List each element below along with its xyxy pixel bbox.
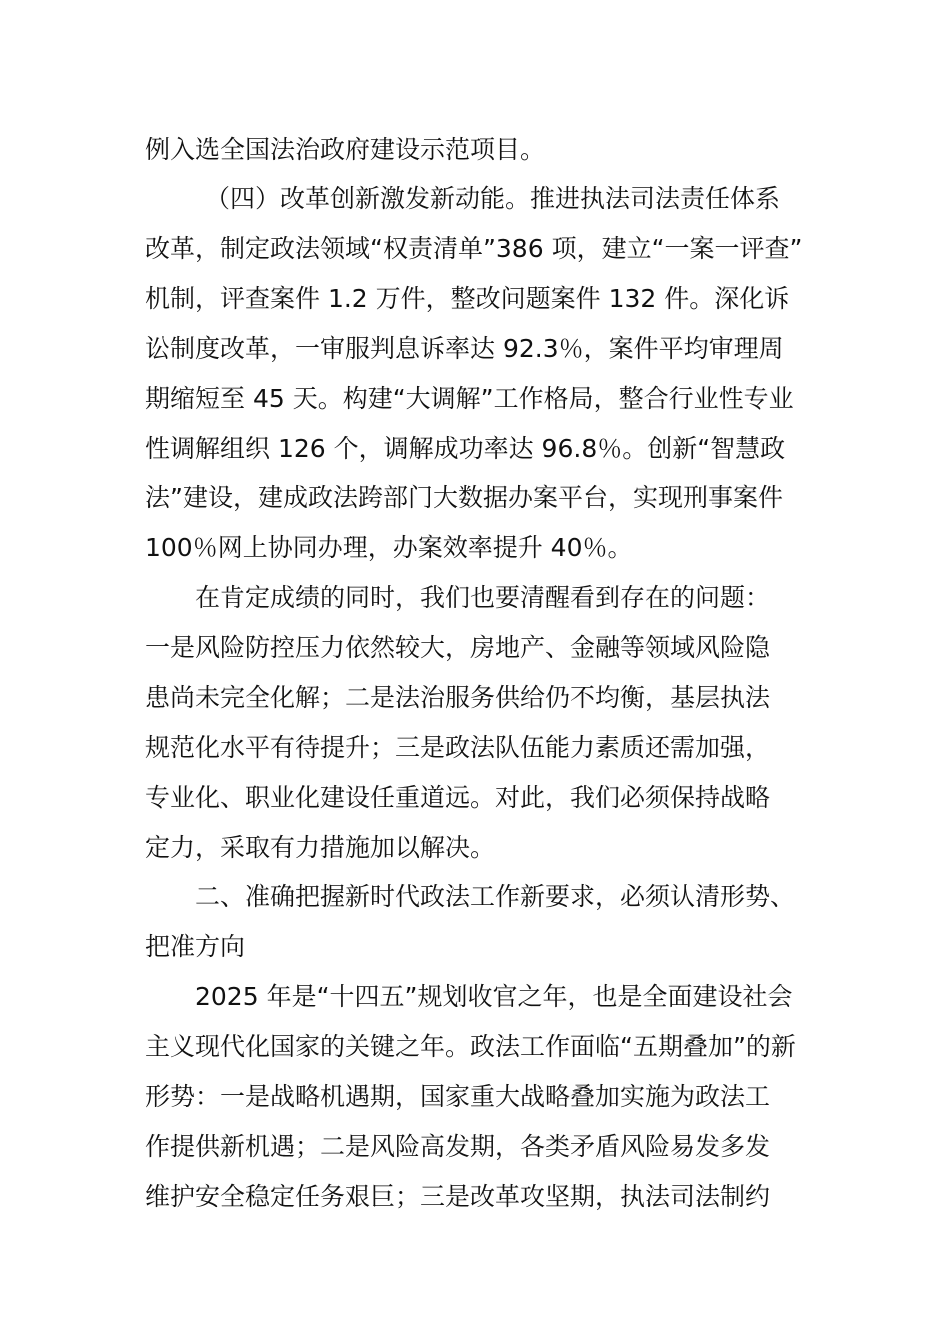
text-line: 规范化水平有待提升；三是政法队伍能力素质还需加强， — [145, 733, 771, 762]
text-line: 讼制度改革，一审服判息诉率达 92.3％，案件平均审理周 — [145, 334, 784, 363]
text-line: 期缩短至 45 天。构建“大调解”工作格局，整合行业性专业 — [145, 384, 794, 413]
section-two-heading-line: 二、准确把握新时代政法工作新要求，必须认清形势、 — [195, 882, 796, 911]
text-line: 定力，采取有力措施加以解决。 — [145, 833, 496, 862]
text-line: 100％网上协同办理，办案效率提升 40％。 — [145, 533, 633, 562]
text-line: 患尚未完全化解；二是法治服务供给仍不均衡，基层执法 — [145, 683, 771, 712]
section-two-heading-line: 把准方向 — [145, 932, 246, 961]
paragraph-start-line: 在肯定成绩的同时，我们也要清醒看到存在的问题： — [195, 583, 771, 612]
text-line: 专业化、职业化建设任重道远。对此，我们必须保持战略 — [145, 783, 771, 812]
text-line: 性调解组织 126 个，调解成功率达 96.8％。创新“智慧政 — [145, 434, 786, 463]
text-line: 法”建设，建成政法跨部门大数据办案平台，实现刑事案件 — [145, 483, 783, 512]
text-line: 维护安全稳定任务艰巨；三是改革攻坚期，执法司法制约 — [145, 1182, 771, 1211]
paragraph-start-line: 2025 年是“十四五”规划收官之年，也是全面建设社会 — [195, 982, 793, 1011]
text-line: 例入选全国法治政府建设示范项目。 — [145, 135, 546, 164]
text-line: 形势：一是战略机遇期，国家重大战略叠加实施为政法工 — [145, 1082, 771, 1111]
text-line: 一是风险防控压力依然较大，房地产、金融等领域风险隐 — [145, 633, 771, 662]
text-line: 改革，制定政法领域“权责清单”386 项，建立“一案一评查” — [145, 234, 803, 263]
text-line: 机制，评查案件 1.2 万件，整改问题案件 132 件。深化诉 — [145, 284, 790, 313]
section-four-heading-line: （四）改革创新激发新动能。推进执法司法责任体系 — [205, 184, 781, 213]
text-line: 作提供新机遇；二是风险高发期，各类矛盾风险易发多发 — [145, 1132, 771, 1161]
text-line: 主义现代化国家的关键之年。政法工作面临“五期叠加”的新 — [145, 1032, 796, 1061]
